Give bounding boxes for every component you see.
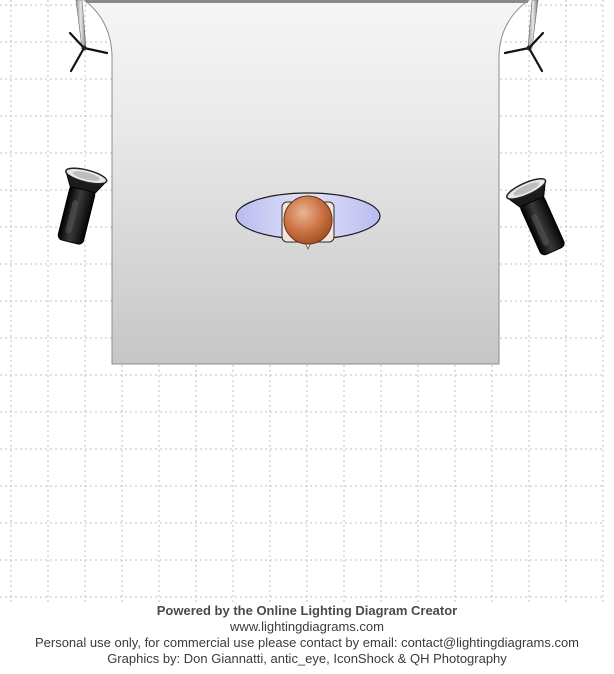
graphics-credit-text: Graphics by: Don Giannatti, antic_eye, IconShock & QH Photography xyxy=(107,651,507,666)
backdrop-roll xyxy=(86,0,528,3)
strobe-light-icon[interactable] xyxy=(505,175,573,260)
credits-footer xyxy=(0,603,614,667)
subject-head xyxy=(284,196,332,244)
backdrop[interactable] xyxy=(84,0,529,364)
strobe-light-icon[interactable] xyxy=(49,165,108,247)
license-text: Personal use only, for commercial use please contact by email: contact@lightingdiagrams.com xyxy=(34,635,580,650)
powered-by-text: Powered by the Online Lighting Diagram Creator xyxy=(156,603,458,618)
website-link[interactable]: www.lightingdiagrams.com xyxy=(230,619,384,634)
